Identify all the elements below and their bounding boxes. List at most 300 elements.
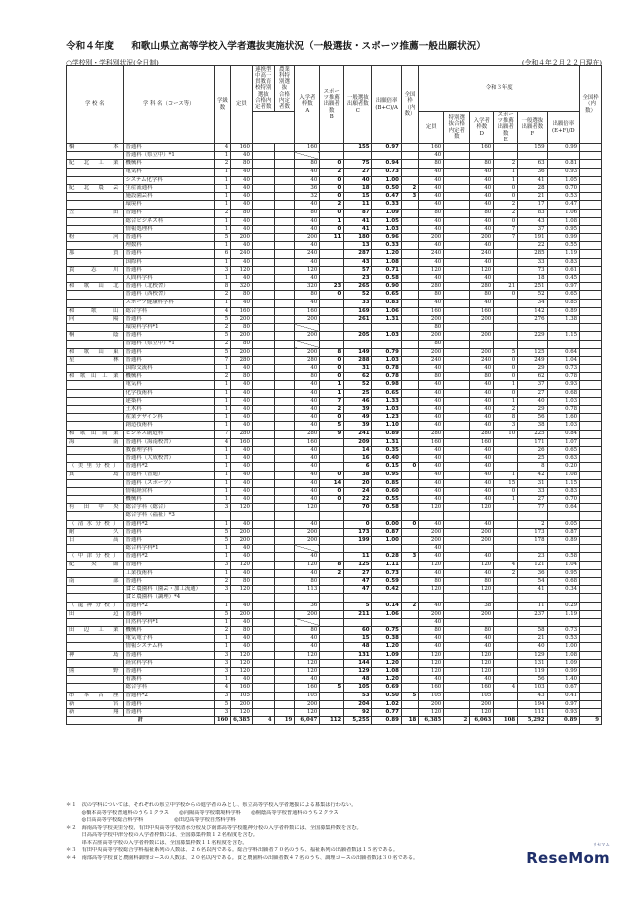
prev-admit: 40 bbox=[470, 463, 494, 471]
admit-quota: 200 bbox=[295, 332, 320, 340]
a1 bbox=[252, 708, 274, 716]
ratio: 1.03 bbox=[372, 225, 401, 233]
table-row bbox=[67, 586, 602, 594]
classes: 1 bbox=[214, 553, 230, 561]
classes: 6 bbox=[214, 250, 230, 258]
prev-ratio: 1.38 bbox=[547, 315, 580, 323]
course-name: 総合学科 bbox=[123, 307, 214, 315]
a2 bbox=[274, 438, 295, 446]
school-name: 串本古座 bbox=[67, 692, 124, 700]
prev-pref bbox=[580, 307, 602, 315]
ratio: 0.73 bbox=[372, 569, 401, 577]
general-applicants: 131 bbox=[344, 651, 372, 659]
a2 bbox=[274, 520, 295, 528]
course-name: 国際科 bbox=[123, 258, 214, 266]
general-applicants: 241 bbox=[344, 430, 372, 438]
a1 bbox=[252, 438, 274, 446]
prev-general: 2 bbox=[518, 520, 547, 528]
sports-applicants bbox=[320, 586, 344, 594]
prev-general: 33 bbox=[518, 487, 547, 495]
prev-ratio: 0.99 bbox=[547, 234, 580, 242]
table-row bbox=[67, 381, 602, 389]
prev-special bbox=[444, 708, 470, 716]
prev-admit bbox=[470, 512, 494, 520]
prev-capacity: 40 bbox=[419, 193, 444, 201]
admit-quota: 40 bbox=[295, 168, 320, 176]
prev-general: 34 bbox=[518, 299, 547, 307]
prev-admit bbox=[470, 324, 494, 332]
prev-admit: 120 bbox=[470, 659, 494, 667]
prev-general: 237 bbox=[518, 610, 547, 618]
admit-quota: 40 bbox=[295, 455, 320, 463]
admit-quota: 40 bbox=[295, 275, 320, 283]
sports-applicants bbox=[320, 537, 344, 545]
prev-pref bbox=[580, 283, 602, 291]
prev-special bbox=[444, 242, 470, 250]
table-row bbox=[67, 209, 602, 217]
total-prev-capacity: 6,385 bbox=[419, 717, 444, 725]
a1 bbox=[252, 258, 274, 266]
a1 bbox=[252, 594, 274, 602]
capacity: 40 bbox=[231, 553, 253, 561]
sports-applicants: 0 bbox=[320, 487, 344, 495]
school-name bbox=[67, 479, 124, 487]
prev-general: 173 bbox=[518, 528, 547, 536]
prev-capacity bbox=[419, 594, 444, 602]
school-name bbox=[67, 275, 124, 283]
admit-quota: 40 bbox=[295, 635, 320, 643]
school-name bbox=[67, 455, 124, 463]
course-name: システム化学科 bbox=[123, 176, 214, 184]
admit-quota: 120 bbox=[295, 659, 320, 667]
table-row bbox=[67, 275, 602, 283]
table-row bbox=[67, 307, 602, 315]
prev-general: 111 bbox=[518, 708, 547, 716]
school-name: （中津分校） bbox=[67, 553, 124, 561]
a1 bbox=[252, 217, 274, 225]
prev-general: 54 bbox=[518, 577, 547, 585]
general-applicants: 13 bbox=[344, 242, 372, 250]
prev-special bbox=[444, 577, 470, 585]
prev-ratio: 0.64 bbox=[547, 504, 580, 512]
pref-quota: 0 bbox=[401, 463, 418, 471]
admit-quota: 40 bbox=[295, 520, 320, 528]
table-row bbox=[67, 610, 602, 618]
prev-sports: 2 bbox=[494, 406, 518, 414]
prev-admit: 40 bbox=[470, 422, 494, 430]
classes: 1 bbox=[214, 463, 230, 471]
prev-capacity: 80 bbox=[419, 324, 444, 332]
ratio: 1.05 bbox=[372, 217, 401, 225]
prev-ratio: 0.45 bbox=[547, 275, 580, 283]
prev-capacity: 40 bbox=[419, 365, 444, 373]
prev-admit: 120 bbox=[470, 708, 494, 716]
general-applicants: 125 bbox=[344, 561, 372, 569]
prev-special bbox=[444, 496, 470, 504]
course-name: 普通科 bbox=[123, 332, 214, 340]
prev-general: 28 bbox=[518, 184, 547, 192]
table-row bbox=[67, 168, 602, 176]
admit-quota: 160 bbox=[295, 684, 320, 692]
prev-capacity: 120 bbox=[419, 266, 444, 274]
school-name: 桐蔭 bbox=[67, 332, 124, 340]
col-prev-sports: スポーツ推薦出願者数 E bbox=[494, 112, 518, 144]
prev-admit: 200 bbox=[470, 234, 494, 242]
a1 bbox=[252, 537, 274, 545]
prev-ratio: 1.19 bbox=[547, 610, 580, 618]
table-row bbox=[67, 446, 602, 454]
a1 bbox=[252, 299, 274, 307]
table-row bbox=[67, 602, 602, 610]
ratio: 0.33 bbox=[372, 201, 401, 209]
a1 bbox=[252, 234, 274, 242]
prev-general: 26 bbox=[518, 446, 547, 454]
general-applicants: 209 bbox=[344, 438, 372, 446]
ratio: 1.20 bbox=[372, 250, 401, 258]
logo-text: ReseMom bbox=[526, 849, 610, 867]
prev-general: 43 bbox=[518, 692, 547, 700]
prev-general: 225 bbox=[518, 430, 547, 438]
sports-applicants: 5 bbox=[320, 684, 344, 692]
table-row bbox=[67, 176, 602, 184]
course-name: ビジネス創造科 bbox=[123, 430, 214, 438]
prev-admit: 240 bbox=[470, 250, 494, 258]
table-row bbox=[67, 324, 602, 332]
prev-ratio: 1.06 bbox=[547, 209, 580, 217]
prev-general: 119 bbox=[518, 668, 547, 676]
prev-sports bbox=[494, 258, 518, 266]
sports-applicants bbox=[320, 659, 344, 667]
prev-ratio: 0.95 bbox=[547, 569, 580, 577]
school-name bbox=[67, 365, 124, 373]
pref-quota bbox=[401, 258, 418, 266]
prev-admit: 40 bbox=[470, 176, 494, 184]
capacity: 40 bbox=[231, 602, 253, 610]
prev-pref bbox=[580, 438, 602, 446]
general-applicants: 27 bbox=[344, 569, 372, 577]
admit-quota bbox=[295, 618, 320, 626]
pref-quota bbox=[401, 266, 418, 274]
prev-admit: 80 bbox=[470, 627, 494, 635]
a2 bbox=[274, 569, 295, 577]
prev-pref bbox=[580, 152, 602, 160]
table-row bbox=[67, 225, 602, 233]
prev-sports bbox=[494, 144, 518, 152]
school-name: 紀央館 bbox=[67, 561, 124, 569]
sports-applicants: 11 bbox=[320, 234, 344, 242]
prev-ratio: 1.04 bbox=[547, 561, 580, 569]
a2 bbox=[274, 217, 295, 225]
table-row bbox=[67, 512, 602, 520]
a1 bbox=[252, 324, 274, 332]
general-applicants: 144 bbox=[344, 659, 372, 667]
date-label: (令和４年２月２２日現在) bbox=[521, 59, 602, 67]
admit-quota: 40 bbox=[295, 299, 320, 307]
school-name: 橋本 bbox=[67, 144, 124, 152]
pref-quota bbox=[401, 168, 418, 176]
pref-quota bbox=[401, 283, 418, 291]
prev-special bbox=[444, 365, 470, 373]
classes: 1 bbox=[214, 487, 230, 495]
pref-quota bbox=[401, 217, 418, 225]
admit-quota: 80 bbox=[295, 291, 320, 299]
capacity: 200 bbox=[231, 348, 253, 356]
course-name: 電気科 bbox=[123, 381, 214, 389]
pref-quota bbox=[401, 577, 418, 585]
a1 bbox=[252, 496, 274, 504]
a1 bbox=[252, 487, 274, 495]
general-applicants: 105 bbox=[344, 684, 372, 692]
prev-sports: 1 bbox=[494, 397, 518, 405]
admit-quota: 120 bbox=[295, 668, 320, 676]
classes: 1 bbox=[214, 446, 230, 454]
general-applicants bbox=[344, 618, 372, 626]
prev-general: 58 bbox=[518, 627, 547, 635]
prev-sports: 0 bbox=[494, 373, 518, 381]
admit-quota: 120 bbox=[295, 504, 320, 512]
footnote-line: 日高高等学校中津分校の入学者枠数には、全国募集枠数１２名程度を含む。 bbox=[66, 832, 258, 839]
classes: 2 bbox=[214, 577, 230, 585]
classes: 7 bbox=[214, 356, 230, 364]
course-name: 環境科学科*1 bbox=[123, 324, 214, 332]
course-name: 普通科 bbox=[123, 577, 214, 585]
general-applicants bbox=[344, 545, 372, 553]
prev-admit: 160 bbox=[470, 307, 494, 315]
pref-quota bbox=[401, 348, 418, 356]
prev-sports bbox=[494, 242, 518, 250]
prev-general bbox=[518, 545, 547, 553]
classes: 1 bbox=[214, 455, 230, 463]
a1 bbox=[252, 455, 274, 463]
a1 bbox=[252, 397, 274, 405]
capacity: 80 bbox=[231, 577, 253, 585]
prev-capacity: 200 bbox=[419, 528, 444, 536]
a2 bbox=[274, 356, 295, 364]
course-name: 工業技術科 bbox=[123, 569, 214, 577]
table-row bbox=[67, 258, 602, 266]
course-name: 建築科 bbox=[123, 397, 214, 405]
table-row bbox=[67, 635, 602, 643]
prev-pref bbox=[580, 496, 602, 504]
a2 bbox=[274, 430, 295, 438]
sports-applicants bbox=[320, 275, 344, 283]
pref-quota bbox=[401, 504, 418, 512]
pref-quota bbox=[401, 561, 418, 569]
school-name bbox=[67, 193, 124, 201]
prev-special bbox=[444, 659, 470, 667]
results-table bbox=[66, 65, 602, 725]
prev-sports bbox=[494, 668, 518, 676]
prev-sports bbox=[494, 250, 518, 258]
ratio: 1.06 bbox=[372, 307, 401, 315]
prev-sports bbox=[494, 504, 518, 512]
general-applicants: 287 bbox=[344, 250, 372, 258]
prev-special bbox=[444, 561, 470, 569]
prev-admit: 280 bbox=[470, 283, 494, 291]
prev-sports bbox=[494, 577, 518, 585]
course-name: 普通科*2 bbox=[123, 692, 214, 700]
prev-admit: 40 bbox=[470, 446, 494, 454]
prev-pref bbox=[580, 381, 602, 389]
school-name bbox=[67, 340, 124, 348]
a1 bbox=[252, 520, 274, 528]
prev-capacity: 40 bbox=[419, 258, 444, 266]
a2 bbox=[274, 577, 295, 585]
prev-ratio: 0.70 bbox=[547, 184, 580, 192]
general-applicants: 129 bbox=[344, 668, 372, 676]
school-name: 熊野 bbox=[67, 668, 124, 676]
ratio: 1.00 bbox=[372, 537, 401, 545]
prev-pref bbox=[580, 406, 602, 414]
prev-general: 36 bbox=[518, 569, 547, 577]
prev-general: 40 bbox=[518, 397, 547, 405]
prev-pref bbox=[580, 668, 602, 676]
pref-quota bbox=[401, 365, 418, 373]
school-name bbox=[67, 676, 124, 684]
classes: 1 bbox=[214, 479, 230, 487]
school-name: 神島 bbox=[67, 651, 124, 659]
sports-applicants: 1 bbox=[320, 389, 344, 397]
prev-admit: 200 bbox=[470, 700, 494, 708]
classes: 1 bbox=[214, 618, 230, 626]
ratio: 0.60 bbox=[372, 487, 401, 495]
prev-special bbox=[444, 479, 470, 487]
footnote-line: ◎日高高等学校総合科学科 ◎田辺高等学校自然科学科 bbox=[66, 817, 236, 824]
ratio: 1.08 bbox=[372, 258, 401, 266]
prev-special bbox=[444, 234, 470, 242]
total-prev-sports: 108 bbox=[494, 717, 518, 725]
prev-pref bbox=[580, 348, 602, 356]
prev-pref bbox=[580, 291, 602, 299]
general-applicants: 38 bbox=[344, 471, 372, 479]
pref-quota bbox=[401, 406, 418, 414]
prev-capacity: 40 bbox=[419, 463, 444, 471]
course-name: 普通科 bbox=[123, 315, 214, 323]
prev-pref bbox=[580, 324, 602, 332]
school-name: 新翔 bbox=[67, 708, 124, 716]
col-pref: 全国枠（内数） bbox=[401, 66, 418, 144]
prev-admit: 40 bbox=[470, 487, 494, 495]
a1 bbox=[252, 414, 274, 422]
school-name bbox=[67, 512, 124, 520]
classes: 4 bbox=[214, 684, 230, 692]
prev-general: 62 bbox=[518, 373, 547, 381]
prev-general: 37 bbox=[518, 225, 547, 233]
prev-capacity: 240 bbox=[419, 356, 444, 364]
prev-pref bbox=[580, 168, 602, 176]
school-name bbox=[67, 618, 124, 626]
classes: 3 bbox=[214, 561, 230, 569]
results-body bbox=[67, 144, 602, 717]
a2 bbox=[274, 365, 295, 373]
a1 bbox=[252, 381, 274, 389]
sports-applicants bbox=[320, 635, 344, 643]
course-name: 普通科*2 bbox=[123, 463, 214, 471]
pref-quota bbox=[401, 414, 418, 422]
capacity: 40 bbox=[231, 397, 253, 405]
prev-pref bbox=[580, 250, 602, 258]
sports-applicants: 0 bbox=[320, 471, 344, 479]
general-applicants: 92 bbox=[344, 708, 372, 716]
a1 bbox=[252, 225, 274, 233]
prev-sports: 1 bbox=[494, 381, 518, 389]
ratio: 1.20 bbox=[372, 643, 401, 651]
prev-ratio bbox=[547, 340, 580, 348]
prev-general bbox=[518, 512, 547, 520]
prev-sports bbox=[494, 553, 518, 561]
school-name: 新宮 bbox=[67, 700, 124, 708]
school-name bbox=[67, 643, 124, 651]
a1 bbox=[252, 586, 274, 594]
prev-sports bbox=[494, 602, 518, 610]
prev-special bbox=[444, 275, 470, 283]
general-applicants: 211 bbox=[344, 610, 372, 618]
classes: 3 bbox=[214, 692, 230, 700]
prev-admit: 40 bbox=[470, 242, 494, 250]
pref-quota bbox=[401, 176, 418, 184]
col-ratio: 出願倍率 (B+C)/A bbox=[372, 66, 401, 144]
prev-pref bbox=[580, 446, 602, 454]
a1 bbox=[252, 512, 274, 520]
admit-quota: 200 bbox=[295, 700, 320, 708]
a1 bbox=[252, 446, 274, 454]
general-applicants: 155 bbox=[344, 144, 372, 152]
prev-capacity: 40 bbox=[419, 275, 444, 283]
prev-ratio: 1.08 bbox=[547, 651, 580, 659]
sports-applicants: 0 bbox=[320, 496, 344, 504]
prev-admit: 80 bbox=[470, 373, 494, 381]
sports-applicants: 1 bbox=[320, 217, 344, 225]
classes: 1 bbox=[214, 635, 230, 643]
prev-sports: 1 bbox=[494, 176, 518, 184]
table-row bbox=[67, 455, 602, 463]
school-name bbox=[67, 684, 124, 692]
pref-quota bbox=[401, 275, 418, 283]
general-applicants: 22 bbox=[344, 496, 372, 504]
school-name bbox=[67, 324, 124, 332]
ratio: 0.96 bbox=[372, 234, 401, 242]
prev-capacity: 40 bbox=[419, 643, 444, 651]
classes: 1 bbox=[214, 275, 230, 283]
prev-pref bbox=[580, 463, 602, 471]
ratio: 0.95 bbox=[372, 471, 401, 479]
prev-sports bbox=[494, 545, 518, 553]
ratio: 0.78 bbox=[372, 365, 401, 373]
prev-special bbox=[444, 250, 470, 258]
classes: 1 bbox=[214, 225, 230, 233]
prev-general: 159 bbox=[518, 144, 547, 152]
capacity: 40 bbox=[231, 618, 253, 626]
table-row bbox=[67, 496, 602, 504]
ratio: 0.50 bbox=[372, 184, 401, 192]
sports-applicants bbox=[320, 602, 344, 610]
course-name: 生産流通科 bbox=[123, 184, 214, 192]
prev-ratio: 0.97 bbox=[547, 283, 580, 291]
pref-quota bbox=[401, 234, 418, 242]
prev-pref bbox=[580, 430, 602, 438]
prev-admit: 80 bbox=[470, 291, 494, 299]
general-applicants: 46 bbox=[344, 397, 372, 405]
col-sports: スポーツ推薦 出願者数 B bbox=[320, 66, 344, 144]
a1 bbox=[252, 627, 274, 635]
sports-applicants: 7 bbox=[320, 397, 344, 405]
school-name: 那賀 bbox=[67, 250, 124, 258]
a2 bbox=[274, 414, 295, 422]
prev-sports bbox=[494, 332, 518, 340]
capacity: 40 bbox=[231, 381, 253, 389]
capacity: 120 bbox=[231, 651, 253, 659]
prev-pref bbox=[580, 635, 602, 643]
